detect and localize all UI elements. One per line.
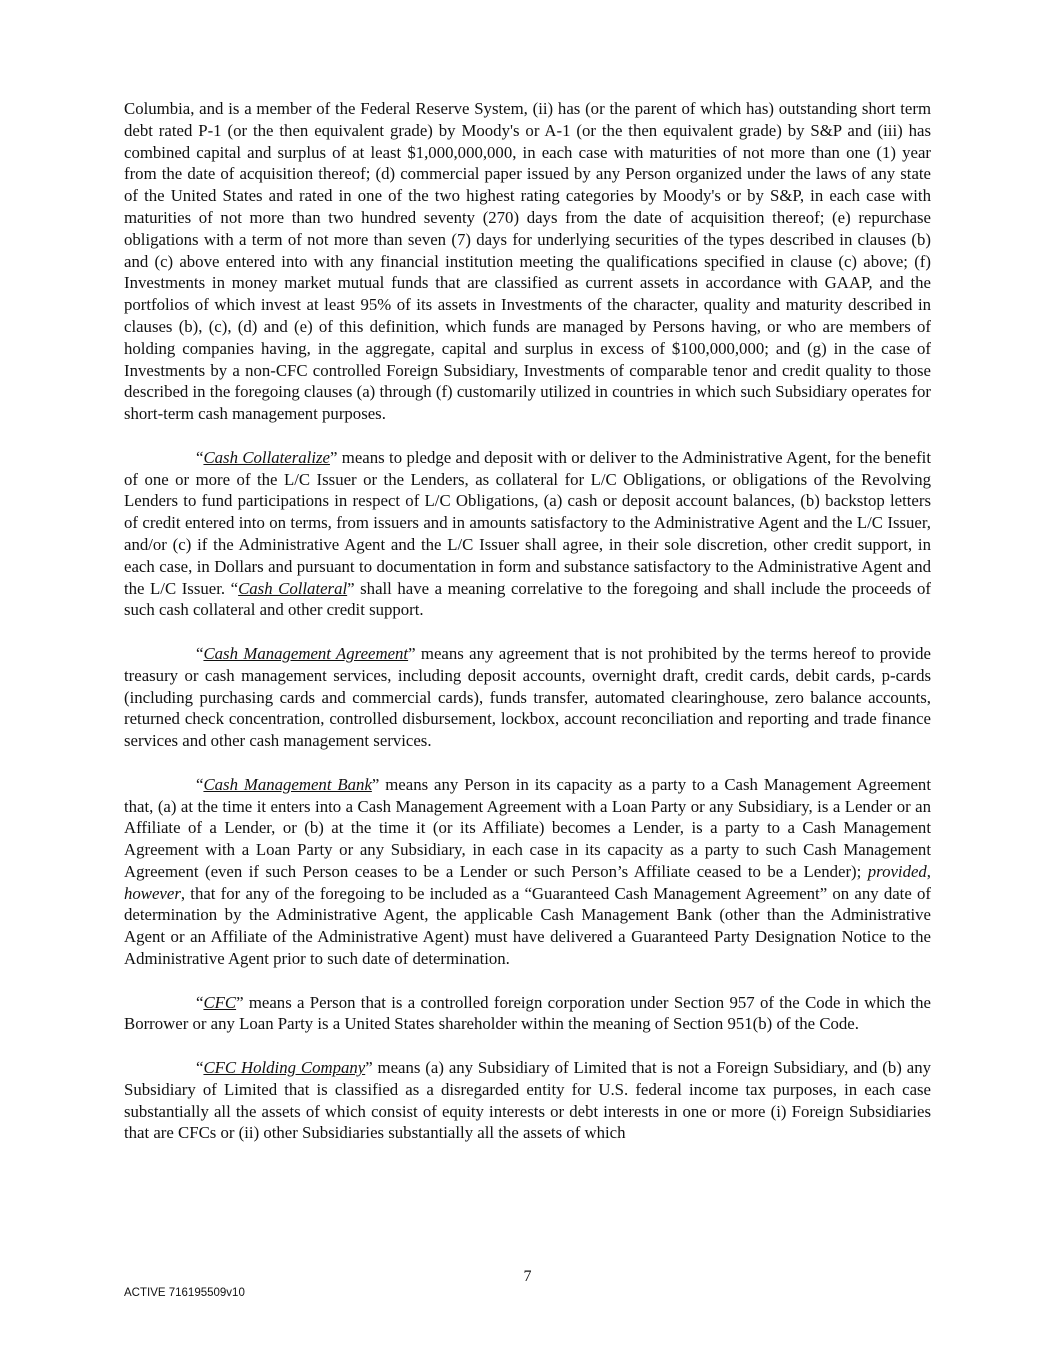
definition-text: ” means any Person in its capacity as a party to a Cash Management Agreement that, (a) at the time it enters into a Cash Management Agreement with a Loan Party or any Subsidiary, is a Lender or an Affiliate of a Lender, or (b) at the time it (or its Affiliate) becomes a Lender, is a party to a Cash Management Agreement with a Loan Party or any Subsidiary, in each case in its capacity as a party to such Cash Management Agreement (even if such Person ceases to be a Lender or such Person’s Affiliate ceased to be a Lender); xyxy=(124,774,931,881)
defined-term: Cash Management Bank xyxy=(203,774,372,794)
document-page xyxy=(124,98,931,1166)
defined-term: Cash Collateralize xyxy=(203,447,330,467)
definition-text: ” means (a) any Subsidiary of Limited that is not a Foreign Subsidiary, and (b) any Subsidiary of Limited that is classified as a disregarded entity for U.S. federal income tax purposes, in each case substantially all the assets of which consist of equity interests or debt interests in one or more (i) Foreign Subsidiaries that are CFCs or (ii) other Subsidiaries substantially all the assets of which xyxy=(124,1058,931,1143)
definition-cash-management-bank xyxy=(124,774,931,970)
open-quote: “ xyxy=(196,447,204,467)
open-quote: “ xyxy=(196,643,204,663)
definition-cash-management-agreement xyxy=(124,643,931,752)
comma: , xyxy=(926,861,931,881)
defined-term: Cash Management Agreement xyxy=(203,643,409,663)
definition-text: ” means a Person that is a controlled foreign corporation under Section 957 of the Code in which the Borrower or any Loan Party is a United States shareholder within the meaning of Section 951(b) of the Code. xyxy=(124,992,931,1034)
definition-text: , that for any of the foregoing to be included as a “Guaranteed Cash Management Agreement” on any date of determination by the Administrative Agent, the applicable Cash Management Bank (other than the Administrative Agent or an Affiliate of the Administrative Agent) must have delivered a Guaranteed Party Designation Notice to the Administrative Agent prior to such date of determination. xyxy=(124,883,931,969)
open-quote: “ xyxy=(196,774,204,794)
definition-cfc xyxy=(124,992,931,1036)
defined-term: Cash Collateral xyxy=(238,578,348,598)
document-id: ACTIVE 716195509v10 xyxy=(124,1287,245,1299)
open-quote: “ xyxy=(196,1058,204,1078)
definition-cash-collateralize xyxy=(124,447,931,621)
page-number: 7 xyxy=(523,1268,532,1285)
defined-term: CFC Holding Company xyxy=(203,1058,366,1078)
definition-text: ” means any agreement that is not prohibited by the terms hereof to provide treasury or cash management services, including deposit accounts, overnight draft, credit cards, debit cards, p-cards (including purchasing cards and commercial cards), funds transfer, automated clearinghouse, zero balance accounts, returned check concentration, controlled disbursement, lockbox, account reconciliation and reporting and trade finance services and other cash management services. xyxy=(124,643,931,751)
paragraph-text: Columbia, and is a member of the Federal Reserve System, (ii) has (or the parent of which has) outstanding short term debt rated P-1 (or the then equivalent grade) by Moody's or A-1 (or the then equivalent grade) by S&P and (iii) has combined capital and surplus of at least $1,000,000,000, in each case with maturities of not more than one (1) year from the date of acquisition thereof; (d) commercial paper issued by any Person organized under the laws of any state of the United States and rated in one of the two highest rating categories by Moody's or by S&P, in each case with maturities of not more than two hundred seventy (270) days from the date of acquisition thereof; (e) repurchase obligations with a term of not more than seven (7) days for underlying securities of the types described in clauses (b) and (c) above entered into with any financial institution meeting the qualifications specified in clause (c) above; (f) Investments in money market mutual funds that are classified as current assets in accordance with GAAP, and the portfolios of which invest at least 95% of its assets in Investments of the character, quality and maturity described in clauses (b), (c), (d) and (e) of this definition, which funds are managed by Persons having, or who are members of holding companies having, in the aggregate, capital and surplus in excess of $100,000,000; and (g) in the case of Investments by a non-CFC controlled Foreign Subsidiary, Investments of comparable tenor and credit quality to those described in the foregoing clauses (a) through (f) customarily utilized in countries in which such Subsidiary operates for short-term cash management purposes. xyxy=(124,99,931,424)
defined-term: CFC xyxy=(203,992,237,1012)
definition-text: ” shall have a meaning correlative to the foregoing and shall include the proceeds of such cash collateral and other credit support. xyxy=(124,578,931,620)
definition-cfc-holding-company xyxy=(124,1057,931,1144)
open-quote: “ xyxy=(196,992,204,1012)
paragraph-cash-equivalents-continued xyxy=(124,98,931,425)
definition-text: means to pledge and deposit with or deliver to the Administrative Agent, for the benefit of one or more of the L/C Issuer or the Lenders, as collateral for L/C Obligations, or obligations of the Revolving Lenders to fund participations in respect of L/C Obligations, (a) cash or deposit account balances, (b) backstop letters of credit entered into on terms, from issuers and in amounts satisfactory to the Administrative Agent and the L/C Issuer, and/or (c) if the Administrative Agent and the L/C Issuer shall agree, in their sole discretion, other credit support, in each case, in Dollars and pursuant to documentation in form and substance satisfactory to the Administrative Agent and the L/C Issuer. “ xyxy=(124,447,931,598)
italic-however: however xyxy=(124,883,181,903)
close-quote: ” xyxy=(329,447,338,467)
italic-provided: provided xyxy=(867,861,927,881)
